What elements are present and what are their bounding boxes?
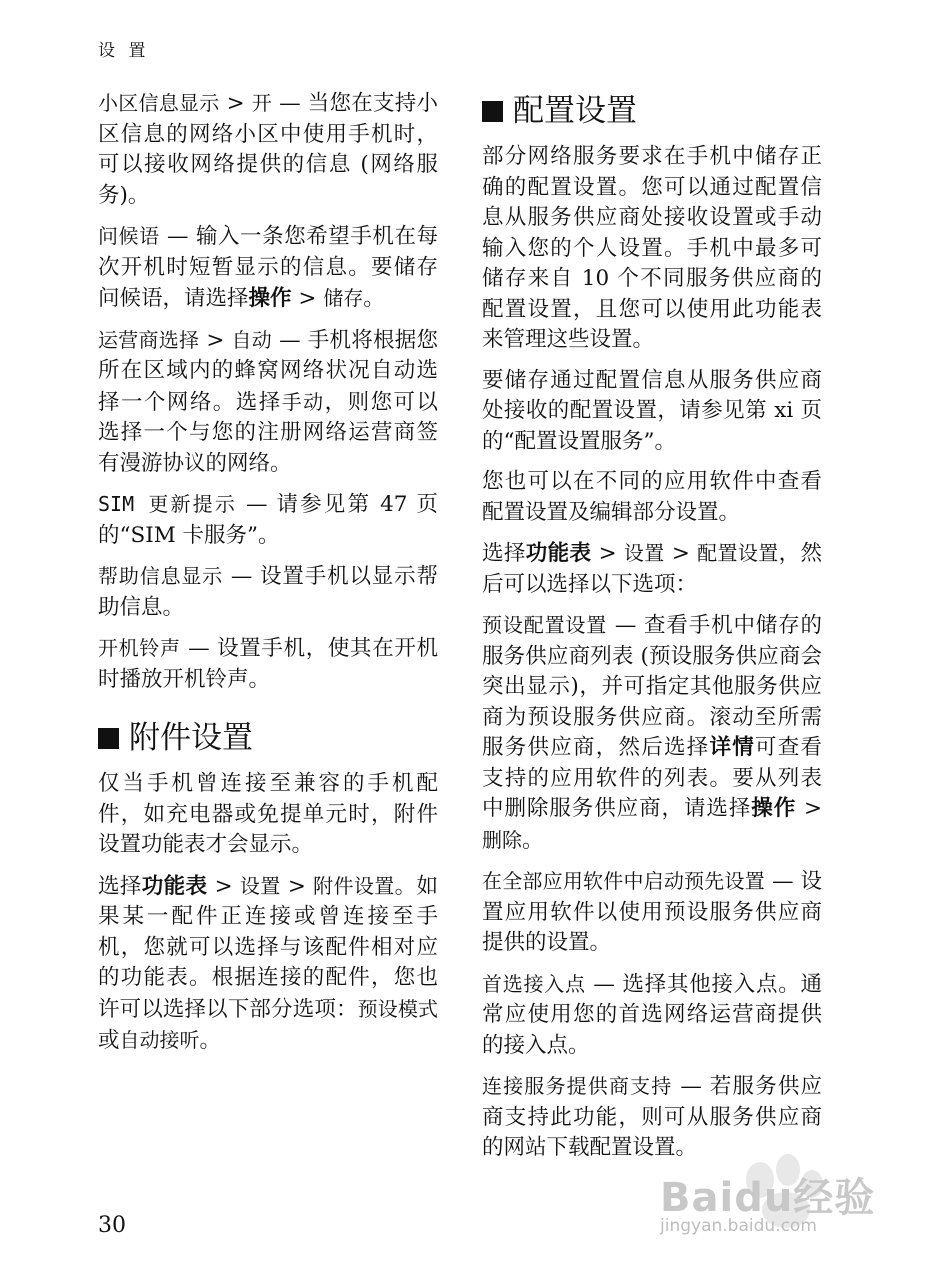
square-bullet-icon	[482, 101, 503, 122]
text: 选择	[98, 873, 142, 899]
separator: >	[199, 327, 232, 353]
term: 配置设置	[697, 541, 779, 565]
term: 预设模式	[357, 996, 438, 1021]
term: 预设配置设置	[482, 613, 608, 637]
text: — 选择其他接入点。通常应使用您的首选网络运营商提供的接入点。	[482, 971, 823, 1058]
paragraph-sim-update	[98, 489, 438, 551]
paragraph-operator	[98, 325, 438, 480]
paragraph-config-save: 要储存通过配置信息从服务供应商处接收的配置设置，请参见第 xi 页的“配置设置服务”。	[482, 367, 822, 454]
text: — 若服务供应商支持此功能，则可从服务供应商的网站下载配置设置。	[482, 1074, 823, 1160]
separator: >	[591, 541, 624, 566]
term: 设置	[623, 541, 665, 565]
term: 开	[251, 91, 273, 115]
paragraph-startup-tone	[98, 633, 438, 695]
text: 。如果某一配件正连接或曾连接至手机，您就可以选择与该配件相对应的功能表。根据连接的配件，您也许可以选择以下部分选项：	[98, 873, 438, 1022]
separator: >	[280, 873, 314, 899]
separator: >	[219, 91, 252, 116]
section-title: 配置设置	[513, 93, 637, 129]
paragraph-config-intro: 部分网络服务要求在手机中储存正确的配置设置。您可以通过配置信息从服务供应商处接收设置或手动输入您的个人设置。手机中最多可储存来自 10 个不同服务供应商的配置设置，且您可以使用此功能表来管理这些设置。	[482, 144, 822, 352]
text: — 设置手机以显示帮助信息。	[98, 564, 439, 620]
text: — 设置应用软件以使用预设服务供应商提供的设置。	[482, 869, 823, 955]
text: — 查看手机中储存的服务供应商列表 (预设服务供应商会突出显示)，并可指定其他服务供应商为预设服务供应商。滚动至所需服务供应商，然后选择	[482, 613, 823, 760]
page-number: 30	[98, 1213, 126, 1238]
section-heading-config	[482, 90, 822, 132]
paragraph-accessory-intro: 仅当手机曾连接至兼容的手机配件，如充电器或免提单元时，附件设置功能表才会显示。	[98, 771, 438, 857]
term: 手动	[281, 389, 325, 414]
text: 可查看支持的应用软件的列表。要从列表中删除服务供应商，请选择	[482, 735, 822, 821]
term: 首选接入点	[482, 971, 586, 996]
text: 选择	[482, 541, 526, 566]
separator: >	[664, 541, 698, 566]
text: — 手机将根据您所在区域内的蜂窝网络状况自动选择一个网络。选择	[98, 327, 439, 415]
text: — 请参见第 47 页的“SIM 卡服务”。	[98, 492, 438, 548]
bold-term: 操作	[248, 286, 292, 311]
term: 储存	[323, 286, 364, 310]
term: SIM 更新提示	[98, 492, 237, 516]
separator: >	[291, 286, 324, 311]
watermark-url: jingyan.baidu.com	[660, 1216, 817, 1236]
term: 问候语	[98, 224, 160, 248]
term: 附件设置	[313, 873, 395, 898]
text: ，然后可以选择以下选项：	[482, 541, 822, 597]
term: 删除	[482, 827, 522, 852]
text: 。	[199, 1028, 222, 1053]
section-title: 附件设置	[129, 720, 253, 756]
watermark-brand: Baidu经验	[660, 1175, 876, 1221]
right-column	[482, 88, 822, 1174]
text: 或	[98, 1028, 120, 1053]
term: 小区信息显示	[98, 91, 220, 115]
left-column	[98, 88, 438, 1067]
text: ，则您可以选择一个与您的注册网络运营商签有漫游协议的网络。	[98, 389, 438, 476]
bold-term: 操作	[751, 796, 797, 821]
term: 设置	[239, 873, 281, 898]
bold-term: 功能表	[525, 541, 592, 566]
term: 连接服务提供商支持	[482, 1074, 673, 1098]
paragraph-default-config	[482, 610, 822, 856]
paragraph-help-display	[98, 561, 438, 623]
text: 。	[522, 827, 544, 853]
term: 在全部应用软件中启动预先设置	[482, 869, 765, 893]
section-heading-accessory	[98, 717, 438, 759]
bold-term: 详情	[709, 735, 755, 760]
term: 开机铃声	[98, 636, 181, 660]
paragraph-accessory-select	[98, 871, 438, 1057]
text: — 输入一条您希望手机在每次开机时短暂显示的信息。要储存问候语，请选择	[98, 224, 439, 311]
paragraph-greeting	[98, 221, 438, 315]
term: 自动	[231, 327, 273, 352]
separator: >	[207, 873, 240, 899]
paragraph-activate-default	[482, 866, 822, 959]
text: — 设置手机，使其在开机时播放开机铃声。	[98, 636, 439, 692]
paragraph-access-point	[482, 969, 822, 1062]
running-header: 设 置	[98, 41, 150, 61]
separator: >	[796, 796, 822, 821]
text: — 当您在支持小区信息的网络小区中使用手机时，可以接收网络提供的信息 (网络服务)。	[98, 91, 439, 208]
paragraph-config-select	[482, 538, 822, 600]
bold-term: 功能表	[141, 873, 208, 899]
term: 运营商选择	[98, 327, 200, 352]
paragraph-config-edit: 您也可以在不同的应用软件中查看配置设置及编辑部分设置。	[482, 469, 822, 525]
square-bullet-icon	[98, 728, 119, 749]
paragraph-cell-info	[98, 88, 438, 211]
term: 自动接听	[119, 1028, 200, 1052]
text: 。	[363, 286, 385, 311]
term: 帮助信息显示	[98, 564, 224, 588]
